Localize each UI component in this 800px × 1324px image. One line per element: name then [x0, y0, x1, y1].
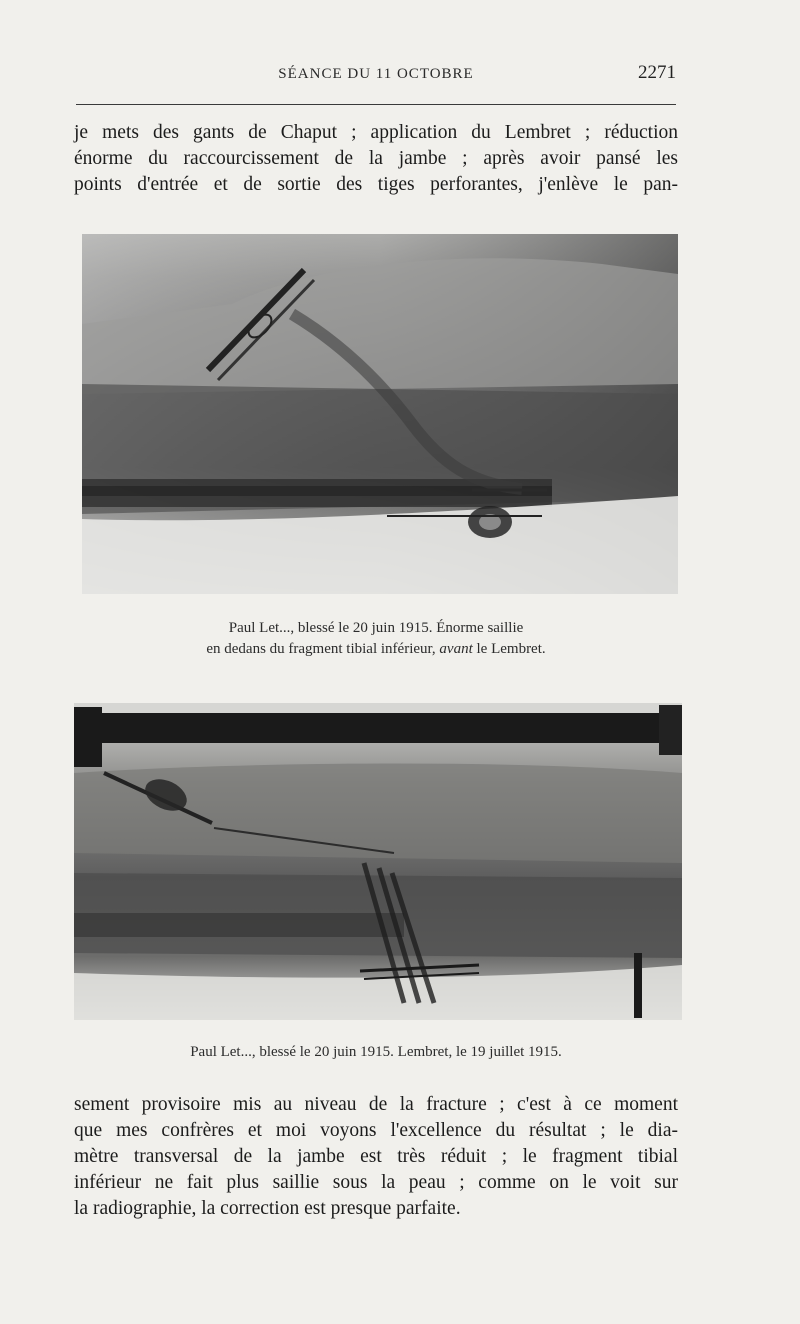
- page-number: 2271: [638, 62, 676, 83]
- paragraph-top: [74, 120, 678, 198]
- paragraph-line: la radiographie, la correction est presque parfaite.: [74, 1198, 461, 1219]
- figure1-caption-line1: Paul Let..., blessé le 20 juin 1915. Énorme saillie: [228, 620, 524, 636]
- radiograph-before: [82, 234, 678, 594]
- paragraph-line: inférieur ne fait plus saillie sous la peau ; comme on le voit sur: [74, 1172, 678, 1193]
- caption-text: le Lembret.: [472, 641, 546, 657]
- caption-text: en dedans du fragment tibial inférieur,: [206, 641, 440, 657]
- paragraph-line: mètre transversal de la jambe est très réduit ; le fragment tibial: [74, 1146, 678, 1167]
- running-title: SÉANCE DU 11 OCTOBRE: [278, 66, 474, 82]
- paragraph-bottom: [74, 1092, 678, 1222]
- radiograph-lembret: [74, 703, 682, 1020]
- running-head: [76, 62, 676, 90]
- paragraph-line: points d'entrée et de sortie des tiges perforantes, j'enlève le pan-: [74, 174, 678, 195]
- figure2-caption: Paul Let..., blessé le 20 juin 1915. Lembret, le 19 juillet 1915.: [190, 1044, 562, 1060]
- figure1-caption-line2: [76, 639, 676, 660]
- header-rule: [76, 104, 676, 105]
- paragraph-line: que mes confrères et moi voyons l'excellence du résultat ; le dia-: [74, 1120, 678, 1141]
- paragraph-line: je mets des gants de Chaput ; application du Lembret ; réduction: [74, 122, 678, 143]
- paragraph-line: sement provisoire mis au niveau de la fracture ; c'est à ce moment: [74, 1094, 678, 1115]
- paragraph-line: énorme du raccourcissement de la jambe ; après avoir pansé les: [74, 148, 678, 169]
- caption-emphasis: avant: [439, 641, 473, 657]
- figure1-caption: [76, 618, 676, 660]
